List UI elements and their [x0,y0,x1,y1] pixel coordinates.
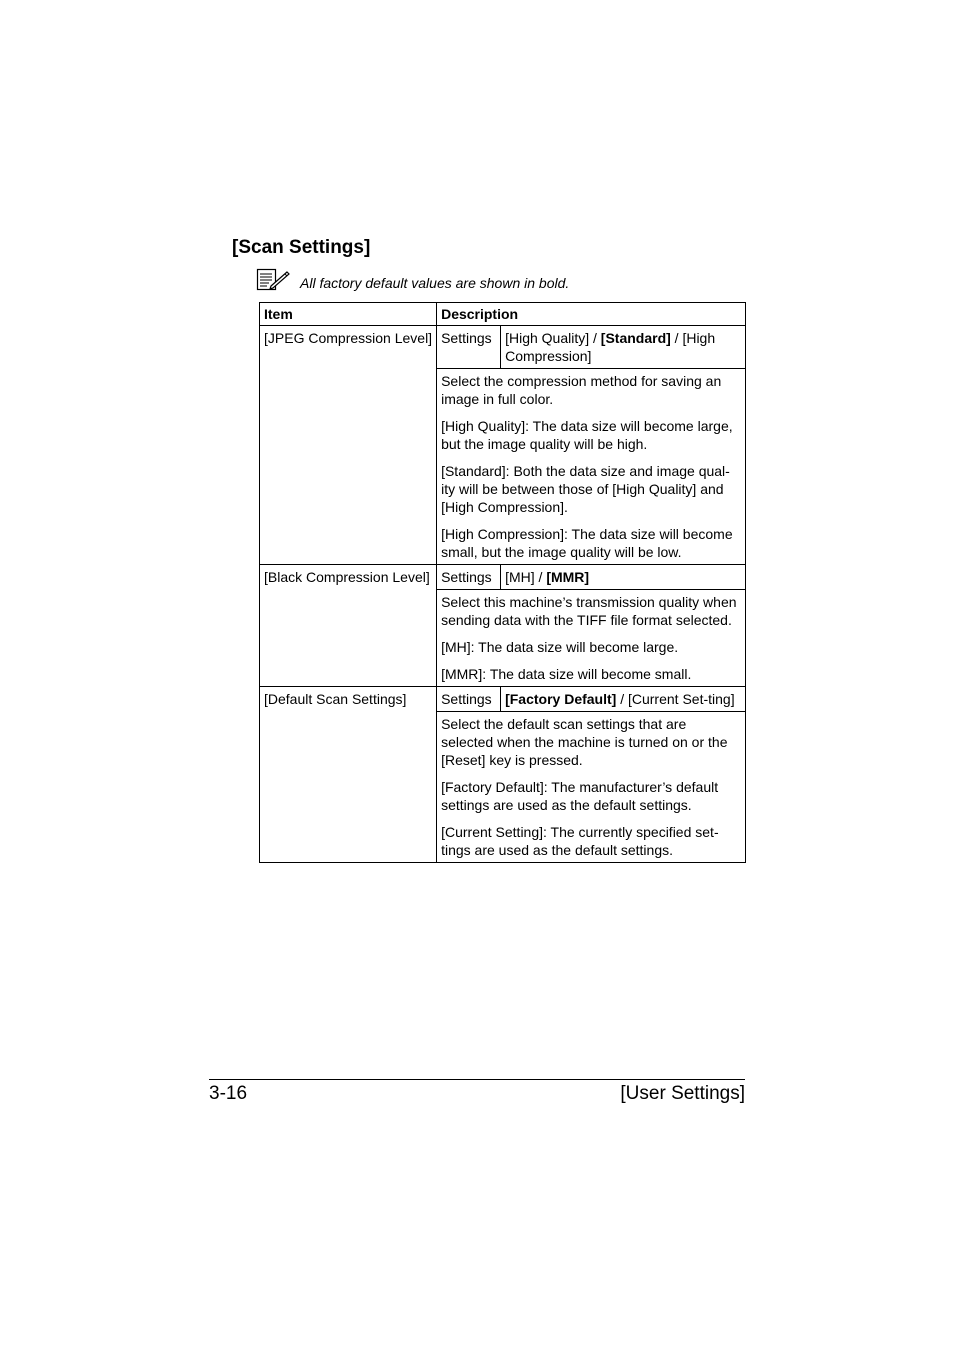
settings-values [501,565,746,590]
settings-values [501,326,746,369]
footer-rule [209,1079,745,1080]
settings-label: Settings [437,687,501,712]
description-paragraph: [Standard]: Both the data size and image qual-ity will be between those of [High Quality] and [High Compression]. [441,463,730,515]
settings-values [501,687,746,712]
item-name: [Default Scan Settings] [260,687,437,863]
option-value: [High Quality] / [505,330,601,346]
default-value: [Factory Default] [505,691,617,707]
description-paragraph: Select the compression method for saving an image in full color. [441,373,722,407]
default-value: [Standard] [600,330,671,346]
description-paragraph: [High Compression]: The data size will become small, but the image quality will be low. [441,526,733,560]
note-text: All factory default values are shown in bold. [300,275,570,291]
item-name: [Black Compression Level] [260,565,437,687]
description-cell [437,369,746,565]
scan-settings-table [259,302,746,863]
description-cell [437,590,746,687]
description-paragraph: [Factory Default]: The manufacturer’s default settings are used as the default settings. [441,779,719,813]
settings-label: Settings [437,326,501,369]
description-paragraph: Select this machine’s transmission quality when sending data with the TIFF file format selected. [441,594,737,628]
option-value: [MH] / [505,569,547,585]
header-description: Description [437,303,746,326]
description-cell [437,712,746,863]
description-paragraph: Select the default scan settings that are selected when the machine is turned on or the [Reset] key is pressed. [441,716,728,768]
chapter-title: [User Settings] [620,1083,745,1104]
description-paragraph: [High Quality]: The data size will become large, but the image quality will be high. [441,418,733,452]
section-heading: [Scan Settings] [232,237,371,258]
description-paragraph: [MMR]: The data size will become small. [441,666,692,682]
default-value: [MMR] [546,569,590,585]
description-paragraph: [MH]: The data size will become large. [441,639,679,655]
table-row [260,565,746,590]
table-row [260,326,746,369]
item-name: [JPEG Compression Level] [260,326,437,565]
page-number: 3-16 [209,1083,248,1104]
header-item: Item [260,303,437,326]
table-header-row [260,303,746,326]
option-value: / [High Compression] [505,330,716,364]
memo-pencil-icon [256,268,290,292]
table-row [260,687,746,712]
settings-label: Settings [437,565,501,590]
option-value: / [Current Set-ting] [616,691,735,707]
note [256,268,756,294]
description-paragraph: [Current Setting]: The currently specified set-tings are used as the default settings. [441,824,719,858]
